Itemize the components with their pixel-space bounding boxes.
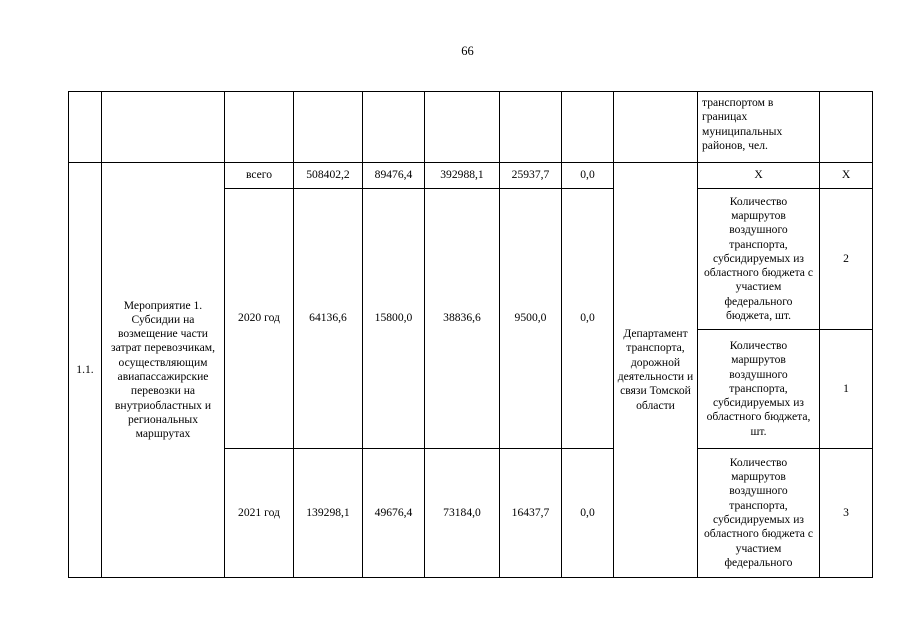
cell-empty [562,92,614,163]
regional-cell: 392988,1 [425,163,500,189]
cell-empty [102,92,225,163]
cell-empty [69,92,102,163]
local-cell: 16437,7 [500,449,562,578]
indicator-value: 2 [820,189,873,330]
cell-empty [614,92,698,163]
period-cell: 2021 год [225,449,294,578]
continuation-indicator-text: транспортом в границах муниципальных районов, чел. [698,92,820,163]
executor-cell: Департамент транспорта, дорожной деятельности и связи Томской области [614,163,698,578]
page-number: 66 [461,44,474,58]
cell-empty [425,92,500,163]
table-row [69,163,873,189]
total-cell: 64136,6 [294,189,363,449]
cell-empty [820,92,873,163]
indicator-value: Х [820,163,873,189]
cell-empty [294,92,363,163]
indicator-text: Количество маршрутов воздушного транспорта, субсидируемых из областного бюджета, шт. [698,330,820,449]
period-cell: всего [225,163,294,189]
item-name: Мероприятие 1. Субсидии на возмещение части затрат перевозчикам, осуществляющим авиапассажирские перевозки на внутриобластных и региональных маршрутах [102,163,225,578]
cell-empty [500,92,562,163]
cell-empty [363,92,425,163]
extra-cell: 0,0 [562,189,614,449]
regional-cell: 73184,0 [425,449,500,578]
program-table [68,91,873,578]
local-cell: 9500,0 [500,189,562,449]
regional-cell: 38836,6 [425,189,500,449]
extra-cell: 0,0 [562,449,614,578]
federal-cell: 49676,4 [363,449,425,578]
indicator-text: Количество маршрутов воздушного транспорта, субсидируемых из областного бюджета с участием федерального бюджета, шт. [698,189,820,330]
indicator-text: Х [698,163,820,189]
total-cell: 139298,1 [294,449,363,578]
indicator-text: Количество маршрутов воздушного транспорта, субсидируемых из областного бюджета с участием федерального [698,449,820,578]
item-number: 1.1. [69,163,102,578]
extra-cell: 0,0 [562,163,614,189]
indicator-value: 1 [820,330,873,449]
federal-cell: 89476,4 [363,163,425,189]
period-cell: 2020 год [225,189,294,449]
federal-cell: 15800,0 [363,189,425,449]
continuation-row [69,92,873,163]
cell-empty [225,92,294,163]
local-cell: 25937,7 [500,163,562,189]
total-cell: 508402,2 [294,163,363,189]
indicator-value: 3 [820,449,873,578]
